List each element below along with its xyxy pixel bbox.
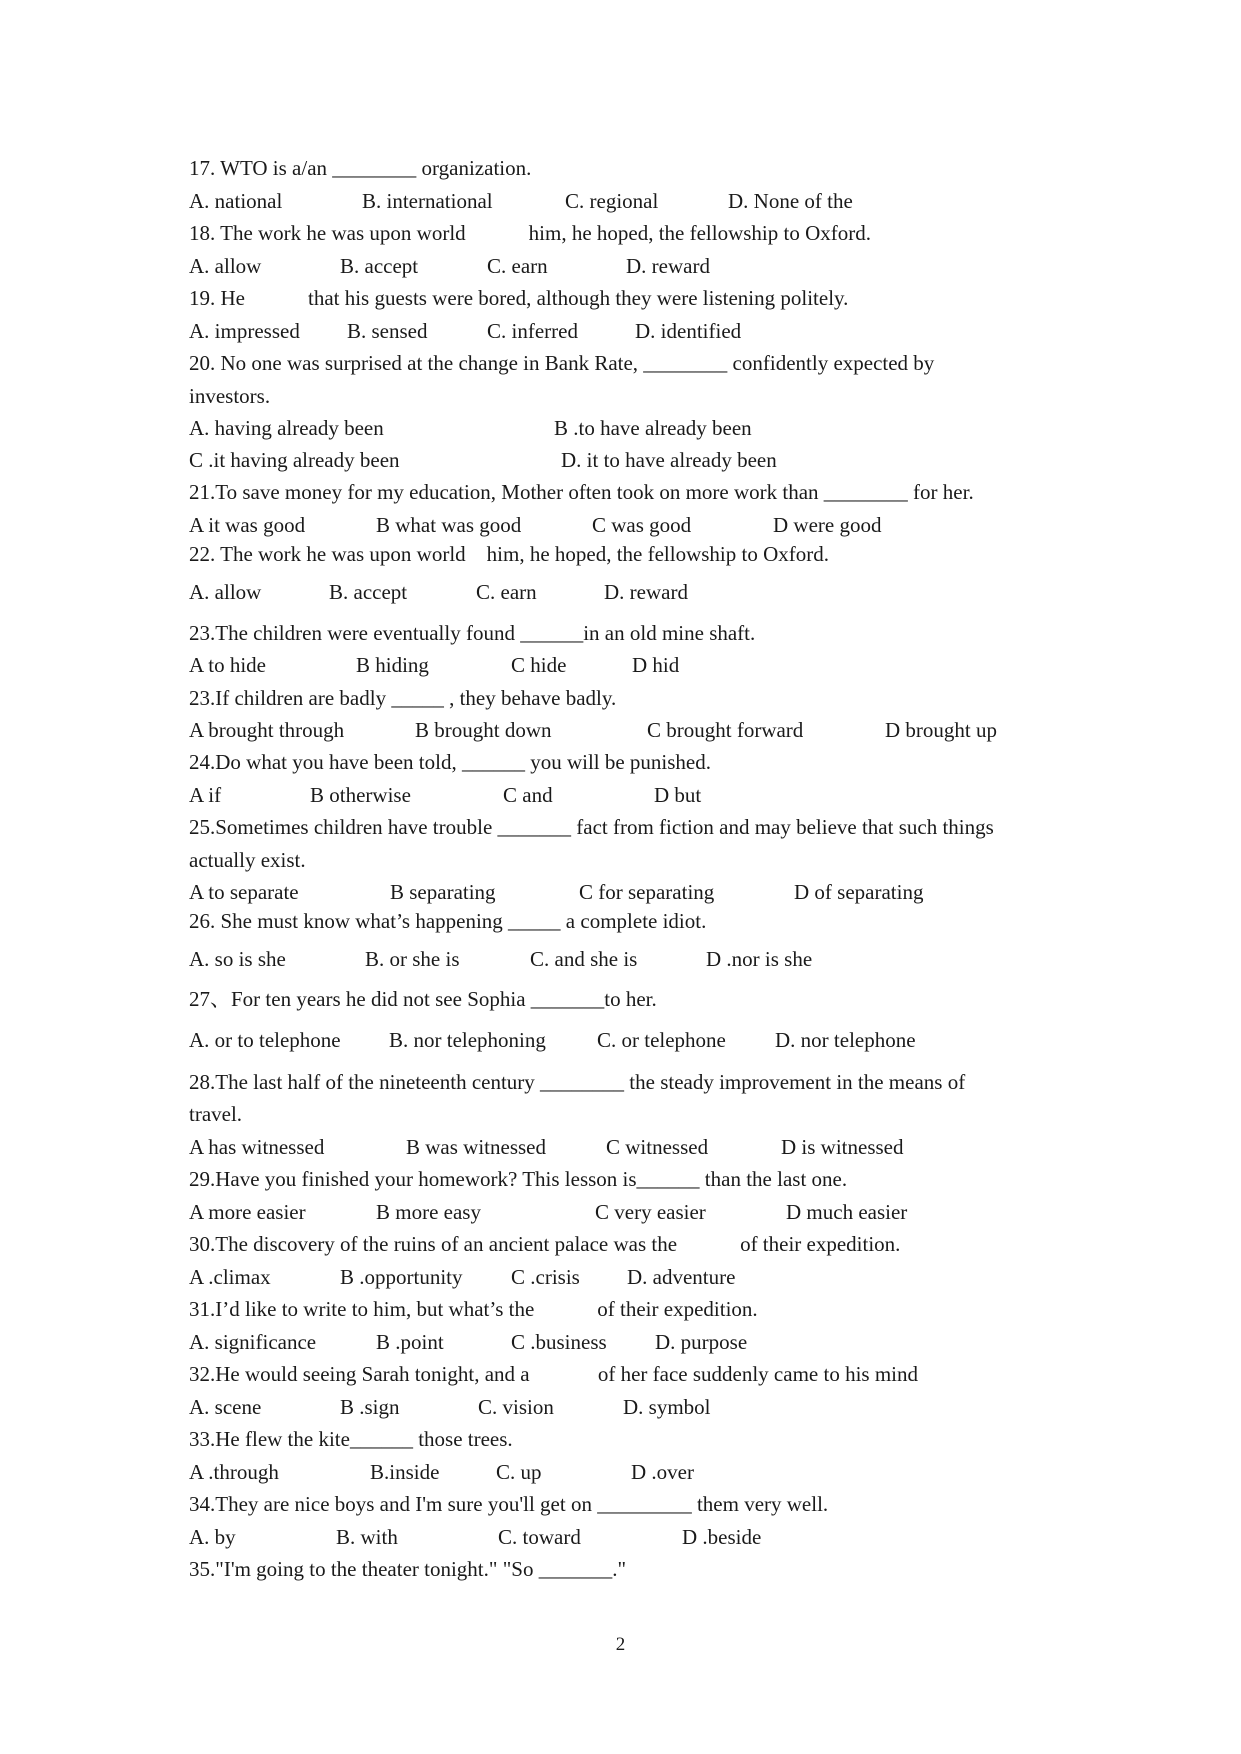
question-27-stem: 27、For ten years he did not see Sophia _______to her. bbox=[189, 987, 657, 1011]
option-b: B. with bbox=[336, 1525, 398, 1549]
option-a: A it was good bbox=[189, 513, 306, 537]
option-c: C for separating bbox=[579, 880, 715, 904]
option-b: B. international bbox=[362, 189, 493, 213]
option-a: A .climax bbox=[189, 1265, 271, 1289]
question-30-options bbox=[189, 1265, 1241, 1289]
question-31-stem: 31.I’d like to write to him, but what’s the of their expedition. bbox=[189, 1297, 758, 1321]
option-a: A brought through bbox=[189, 718, 345, 742]
option-d: D hid bbox=[632, 653, 680, 677]
option-a: A. national bbox=[189, 189, 283, 213]
option-a: A. significance bbox=[189, 1330, 317, 1354]
question-33-stem: 33.He flew the kite______ those trees. bbox=[189, 1427, 513, 1451]
option-c: C and bbox=[503, 783, 553, 807]
question-34-options bbox=[189, 1525, 1241, 1549]
option-d: D. adventure bbox=[627, 1265, 736, 1289]
option-a: A has witnessed bbox=[189, 1135, 325, 1159]
question-23-stem: 23.The children were eventually found ______in an old mine shaft. bbox=[189, 621, 756, 645]
option-a: A. scene bbox=[189, 1395, 262, 1419]
option-b: B. nor telephoning bbox=[389, 1028, 546, 1052]
option-d: D .beside bbox=[682, 1525, 762, 1549]
question-32-options bbox=[189, 1395, 1241, 1419]
option-d: D but bbox=[654, 783, 702, 807]
option-d: D. purpose bbox=[655, 1330, 748, 1354]
option-b: B. sensed bbox=[347, 319, 428, 343]
option-a: A to hide bbox=[189, 653, 266, 677]
question-23b-options bbox=[189, 718, 1241, 742]
option-d: D .over bbox=[631, 1460, 694, 1484]
option-b: B hiding bbox=[356, 653, 429, 677]
question-19-stem: 19. He that his guests were bored, although they were listening politely. bbox=[189, 286, 849, 310]
option-c: C. inferred bbox=[487, 319, 578, 343]
option-c: C. and she is bbox=[530, 947, 638, 971]
option-b: B .sign bbox=[340, 1395, 400, 1419]
option-d: D. reward bbox=[604, 580, 688, 604]
option-a: A. impressed bbox=[189, 319, 300, 343]
option-b: B.inside bbox=[370, 1460, 440, 1484]
option-d: D .nor is she bbox=[706, 947, 813, 971]
question-35-stem: 35."I'm going to the theater tonight." "So _______." bbox=[189, 1557, 627, 1581]
question-21-stem: 21.To save money for my education, Mother often took on more work than ________ for her. bbox=[189, 480, 974, 504]
option-b: B brought down bbox=[415, 718, 552, 742]
option-d: D. it to have already been bbox=[561, 448, 777, 472]
option-b: B what was good bbox=[376, 513, 522, 537]
option-a: A. allow bbox=[189, 254, 262, 278]
question-23-options bbox=[189, 653, 1241, 677]
option-a: A. so is she bbox=[189, 947, 286, 971]
question-25-stem: 25.Sometimes children have trouble _______ fact from fiction and may believe that such things bbox=[189, 815, 994, 839]
option-b: B .opportunity bbox=[340, 1265, 463, 1289]
question-28-stem: 28.The last half of the nineteenth century ________ the steady improvement in the means of bbox=[189, 1070, 966, 1094]
option-d: D. None of the bbox=[728, 189, 853, 213]
option-b: B was witnessed bbox=[406, 1135, 546, 1159]
option-c: C. earn bbox=[476, 580, 537, 604]
question-24-options bbox=[189, 783, 1241, 807]
question-28-options bbox=[189, 1135, 1241, 1159]
option-d: D. reward bbox=[626, 254, 710, 278]
option-a: A. allow bbox=[189, 580, 262, 604]
option-b: B .point bbox=[376, 1330, 444, 1354]
question-32-stem: 32.He would seeing Sarah tonight, and a of her face suddenly came to his mind bbox=[189, 1362, 918, 1386]
question-24-stem: 24.Do what you have been told, ______ you will be punished. bbox=[189, 750, 712, 774]
option-c: C hide bbox=[511, 653, 567, 677]
question-19-options bbox=[189, 319, 1241, 343]
option-b: B more easy bbox=[376, 1200, 481, 1224]
option-c: C .it having already been bbox=[189, 448, 400, 472]
question-17-options bbox=[189, 189, 1241, 213]
option-a: A. by bbox=[189, 1525, 236, 1549]
question-26-stem: 26. She must know what’s happening _____ a complete idiot. bbox=[189, 909, 707, 933]
question-25-options bbox=[189, 880, 1241, 904]
question-18-options bbox=[189, 254, 1241, 278]
question-21-options bbox=[189, 513, 1241, 537]
question-26-options bbox=[189, 947, 1241, 971]
option-a: A. or to telephone bbox=[189, 1028, 341, 1052]
question-20-options-ab bbox=[189, 416, 1241, 440]
option-d: D much easier bbox=[786, 1200, 908, 1224]
option-c: C .business bbox=[511, 1330, 607, 1354]
question-17-stem: 17. WTO is a/an ________ organization. bbox=[189, 156, 532, 180]
option-a: A .through bbox=[189, 1460, 279, 1484]
option-a: A. having already been bbox=[189, 416, 384, 440]
option-c: C. earn bbox=[487, 254, 548, 278]
option-c: C brought forward bbox=[647, 718, 804, 742]
option-b: B. accept bbox=[340, 254, 419, 278]
option-d: D were good bbox=[773, 513, 882, 537]
option-c: C was good bbox=[592, 513, 692, 537]
question-20-stem: 20. No one was surprised at the change in Bank Rate, ________ confidently expected by bbox=[189, 351, 935, 375]
option-a: A to separate bbox=[189, 880, 299, 904]
option-b: B. accept bbox=[329, 580, 408, 604]
option-c: C witnessed bbox=[606, 1135, 709, 1159]
question-27-options bbox=[189, 1028, 1241, 1052]
question-28-stem-continued: travel. bbox=[189, 1102, 243, 1126]
option-c: C very easier bbox=[595, 1200, 706, 1224]
question-30-stem: 30.The discovery of the ruins of an ancient palace was the of their expedition. bbox=[189, 1232, 901, 1256]
question-22-options bbox=[189, 580, 1241, 604]
question-18-stem: 18. The work he was upon world him, he hoped, the fellowship to Oxford. bbox=[189, 221, 872, 245]
question-25-stem-continued: actually exist. bbox=[189, 848, 306, 872]
option-b: B .to have already been bbox=[554, 416, 752, 440]
option-a: A if bbox=[189, 783, 222, 807]
option-c: C. regional bbox=[565, 189, 659, 213]
option-b: B. or she is bbox=[365, 947, 460, 971]
option-c: C. or telephone bbox=[597, 1028, 726, 1052]
option-d: D of separating bbox=[794, 880, 924, 904]
option-d: D. nor telephone bbox=[775, 1028, 916, 1052]
question-29-stem: 29.Have you finished your homework? This lesson is______ than the last one. bbox=[189, 1167, 848, 1191]
option-c: C. vision bbox=[478, 1395, 554, 1419]
option-b: B otherwise bbox=[310, 783, 411, 807]
option-c: C .crisis bbox=[511, 1265, 580, 1289]
question-34-stem: 34.They are nice boys and I'm sure you'll get on _________ them very well. bbox=[189, 1492, 829, 1516]
option-a: A more easier bbox=[189, 1200, 306, 1224]
option-b: B separating bbox=[390, 880, 496, 904]
question-29-options bbox=[189, 1200, 1241, 1224]
question-33-options bbox=[189, 1460, 1241, 1484]
question-20-options-cd bbox=[189, 448, 1241, 472]
option-d: D brought up bbox=[885, 718, 997, 742]
option-d: D. identified bbox=[635, 319, 742, 343]
option-c: C. toward bbox=[498, 1525, 581, 1549]
question-22-stem: 22. The work he was upon world him, he hoped, the fellowship to Oxford. bbox=[189, 542, 830, 566]
option-c: C. up bbox=[496, 1460, 542, 1484]
question-20-stem-continued: investors. bbox=[189, 384, 271, 408]
option-d: D is witnessed bbox=[781, 1135, 904, 1159]
option-d: D. symbol bbox=[623, 1395, 711, 1419]
page-number: 2 bbox=[615, 1634, 626, 1655]
question-23b-stem: 23.If children are badly _____ , they behave badly. bbox=[189, 686, 617, 710]
question-31-options bbox=[189, 1330, 1241, 1354]
